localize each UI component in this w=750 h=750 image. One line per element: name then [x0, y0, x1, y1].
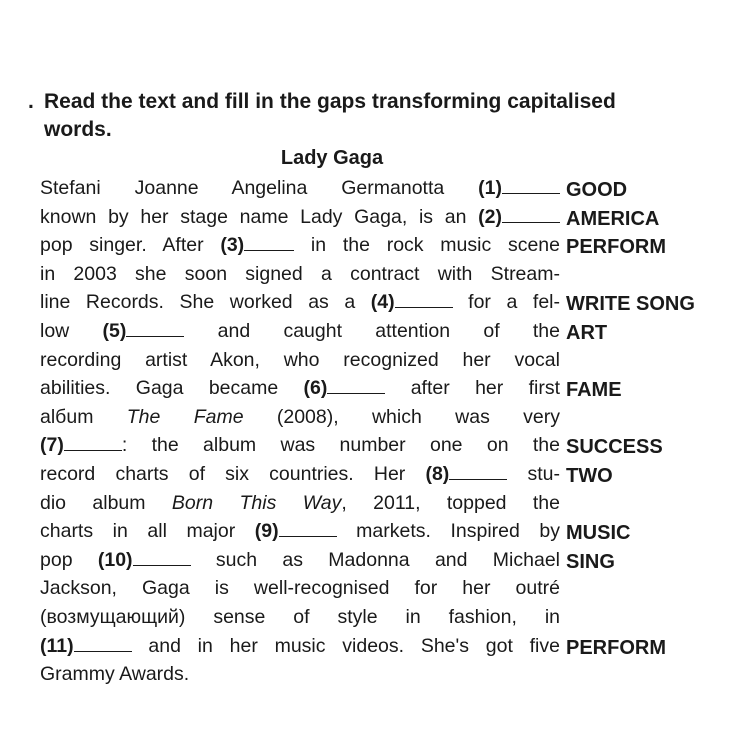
text-segment: (возмущающий) sense of style in fashion, in — [40, 605, 560, 628]
album-title-born-this-way: Born This Way — [171, 491, 342, 514]
gap-number-2: (2) — [478, 205, 502, 228]
text-line — [40, 174, 560, 203]
text-segment: and caught attention of the — [184, 319, 560, 342]
article-text — [40, 174, 560, 689]
text-segment: Grammy Awards. — [40, 663, 190, 686]
answer-gap-2[interactable] — [502, 204, 560, 223]
answer-gap-8[interactable] — [449, 461, 507, 480]
keyword-7: SUCCESS — [566, 436, 663, 459]
answer-gap-9[interactable] — [279, 518, 337, 537]
answer-gap-3[interactable] — [244, 232, 294, 251]
text-segment: stu- — [507, 462, 560, 485]
gap-number-9: (9) — [254, 520, 279, 543]
text-line — [40, 317, 560, 346]
answer-gap-11[interactable] — [74, 633, 132, 652]
text-segment: recording artist Akon, who recognized her vocal — [40, 348, 560, 371]
text-segment: abilities. Gaga became — [40, 377, 304, 400]
answer-gap-10[interactable] — [133, 547, 191, 566]
text-segment: such as Madonna and Michael — [190, 548, 560, 571]
gap-number-1: (1) — [478, 177, 502, 199]
text-line — [40, 288, 560, 317]
text-segment: alбum — [40, 405, 127, 428]
gap-number-3: (3) — [220, 234, 245, 257]
keyword-9: MUSIC — [566, 522, 631, 545]
text-segment: : the album was number one on the — [121, 434, 560, 457]
text-line — [40, 346, 560, 375]
text-line — [40, 231, 560, 260]
gap-number-8: (8) — [425, 462, 450, 485]
text-segment: for a fel- — [452, 291, 560, 314]
text-line — [40, 660, 560, 689]
text-line — [40, 260, 560, 289]
keyword-3: PERFORM — [566, 236, 666, 259]
text-line — [40, 546, 560, 575]
keyword-5: ART — [566, 321, 608, 344]
text-line — [40, 632, 560, 661]
instruction-line-2: words. — [44, 118, 112, 141]
gap-number-10: (10) — [97, 548, 133, 571]
keyword-empty — [566, 489, 746, 518]
answer-gap-7[interactable] — [64, 432, 122, 451]
keyword-2: AMERICA — [566, 207, 660, 230]
text-segment: known by her stage name Lady Gaga, is an — [40, 205, 479, 228]
keyword-8: TWO — [566, 464, 613, 487]
text-line — [40, 574, 560, 603]
text-segment: and in her music videos. She's got five — [131, 634, 560, 657]
answer-gap-6[interactable] — [327, 375, 385, 394]
gap-number-5: (5) — [102, 319, 127, 342]
keyword-4: WRITE SONG — [566, 293, 695, 316]
text-line — [40, 603, 560, 632]
gap-number-6: (6) — [303, 377, 328, 400]
instruction-text-1: Read the text and fill in the gaps transforming capitalised — [44, 90, 616, 113]
text-segment: Stefani Joanne Angelina Germanotta — [40, 177, 479, 199]
text-line — [40, 517, 560, 546]
keyword-empty — [566, 260, 746, 289]
answer-gap-1[interactable] — [502, 175, 560, 194]
task-number: . — [28, 90, 34, 113]
text-line — [40, 403, 560, 432]
keyword-empty — [566, 346, 746, 375]
text-segment: markets. Inspired by — [336, 520, 561, 543]
answer-gap-4[interactable] — [395, 289, 453, 308]
text-line — [40, 203, 560, 232]
article-title: Lady Gaga — [280, 147, 384, 169]
text-segment: in the rock music scene — [294, 234, 560, 257]
keyword-6: FAME — [566, 379, 622, 402]
instruction-line-1 — [28, 88, 738, 116]
text-segment: pop singer. After — [40, 234, 221, 257]
answer-gap-5[interactable] — [126, 318, 184, 337]
keyword-empty — [566, 574, 746, 603]
text-segment: , 2011, topped the — [341, 491, 561, 514]
text-segment: in 2003 she soon signed a contract with Stream- — [40, 262, 560, 285]
album-title-the-fame: The Fame — [126, 405, 244, 428]
text-segment: Jackson, Gaga is well-recognised for her outré — [40, 577, 560, 600]
gap-number-7: (7) — [40, 434, 64, 457]
text-segment: record charts of six countries. Her — [40, 462, 426, 485]
text-line — [40, 489, 560, 518]
text-segment: dio album — [40, 491, 172, 514]
keyword-column — [566, 174, 746, 660]
text-segment: line Records. She worked as a — [40, 291, 371, 314]
text-segment: pop — [40, 548, 98, 571]
text-segment: after her first — [385, 377, 560, 400]
keyword-empty — [566, 403, 746, 432]
keyword-1: GOOD — [566, 179, 628, 201]
gap-number-11: (11) — [40, 634, 74, 657]
keyword-10: SING — [566, 550, 615, 573]
keyword-11: PERFORM — [566, 636, 666, 659]
keyword-empty — [566, 603, 746, 632]
gap-number-4: (4) — [370, 291, 395, 314]
text-line — [40, 431, 560, 460]
task-instruction — [28, 88, 738, 144]
text-line — [40, 374, 560, 403]
text-segment: charts in all major — [40, 520, 255, 543]
text-segment: (2008), which was very — [243, 405, 560, 428]
text-segment: low — [40, 319, 103, 342]
text-line — [40, 460, 560, 489]
